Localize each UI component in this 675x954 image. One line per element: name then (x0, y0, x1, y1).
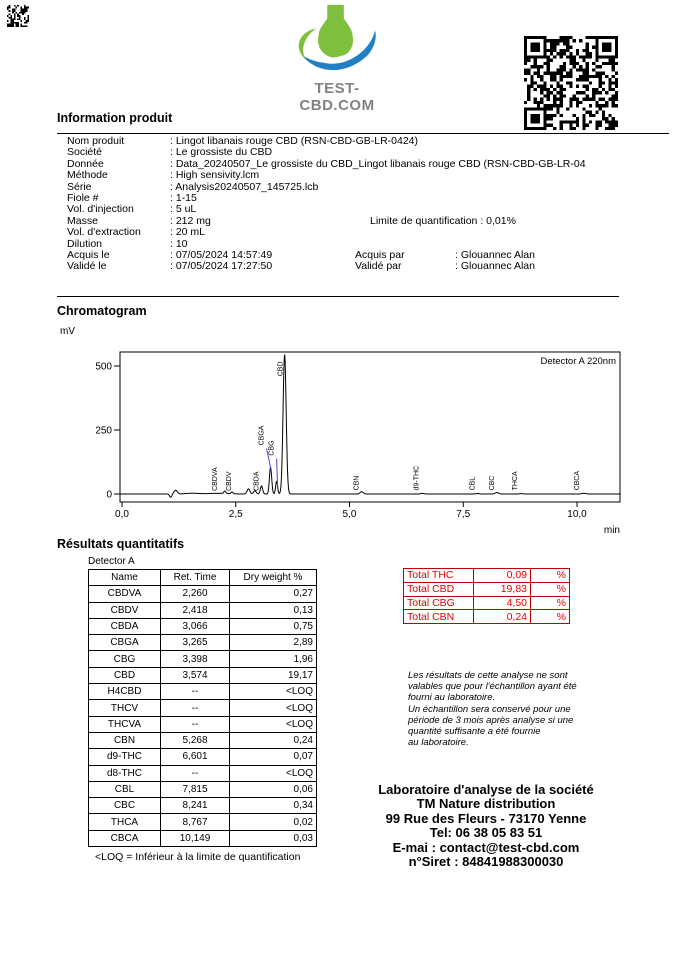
valide-par-label: Validé par (355, 260, 402, 273)
table-row: CBDA 3,066 0,75 (89, 618, 317, 634)
section-title-results: Résultats quantitatifs (57, 537, 185, 551)
svg-text:2,5: 2,5 (228, 509, 243, 520)
info-row: Validé le : 07/05/2024 17:27:50 Validé par : Glouannec Alan (67, 260, 535, 273)
info-row: Masse : 212 mg Limite de quantification : 0,01% (67, 214, 516, 227)
table-header-row (89, 570, 317, 586)
results-table (88, 569, 317, 847)
loq-limit: Limite de quantification : 0,01% (370, 214, 516, 227)
svg-text:500: 500 (95, 361, 112, 373)
info-row: Acquis le : 07/05/2024 14:57:49 Acquis par : Glouannec Alan (67, 248, 535, 261)
table-row: Total CBG 4,50 % (404, 596, 570, 610)
table-row: d8-THC -- <LOQ (89, 765, 317, 781)
svg-text:min: min (603, 525, 620, 536)
lab-street: 99 Rue des Fleurs - 73170 Yenne (385, 810, 587, 826)
totals-table (403, 568, 570, 624)
svg-text:10,0: 10,0 (567, 509, 587, 520)
info-row: Méthode : High sensivity.lcm (67, 169, 260, 182)
svg-text:CBCA: CBCA (573, 470, 581, 491)
table-row: CBC 8,241 0,34 (89, 798, 317, 814)
disclaimer: Les résultats de cette analyse ne sont valables que pour l'échantillon ayant été fourni au laboratoire. Un échantillon sera conservé pour une période de 3 mois après analyse si une quantité suffisante a été fournie au laboratoire. (408, 670, 577, 749)
acquis-par-label: Acquis par (355, 248, 405, 261)
mini-qr-code (7, 5, 29, 27)
qr-code (524, 36, 618, 130)
table-row: Total THC 0,09 % (404, 569, 570, 583)
table-row: d9-THC 6,601 0,07 (89, 749, 317, 765)
svg-text:CBD: CBD (277, 361, 285, 377)
table-row: CBDVA 2,260 0,27 (89, 586, 317, 602)
detector-label: Detector A (88, 556, 135, 567)
loq-footnote: <LOQ = Inférieur à la limite de quantification (95, 851, 301, 863)
info-row: Société : Le grossiste du CBD (67, 146, 273, 159)
lab-company: TM Nature distribution (416, 796, 556, 812)
lab-name: Laboratoire d'analyse de la société (378, 782, 594, 797)
acquis-par-value: : Glouannec Alan (455, 248, 535, 261)
section-title-info: Information produit (57, 111, 173, 125)
svg-text:CBDA: CBDA (253, 471, 261, 491)
table-row: THCVA -- <LOQ (89, 716, 317, 732)
table-row: THCV -- <LOQ (89, 700, 317, 716)
lab-email: E-mai : contact@test-cbd.com (392, 839, 580, 855)
info-row: Donnée : Data_20240507_Le grossiste du CBD_Lingot libanais rouge CBD (RSN-CBD-GB-LR-04 (67, 157, 586, 170)
svg-text:Detector A 220nm: Detector A 220nm (540, 356, 616, 367)
table-row: CBDV 2,418 0,13 (89, 602, 317, 618)
svg-text:CBDVA: CBDVA (211, 467, 219, 491)
svg-text:7,5: 7,5 (456, 509, 471, 520)
lab-phone: Tel: 06 38 05 83 51 (429, 825, 543, 841)
section-title-chromatogram: Chromatogram (57, 304, 147, 318)
svg-text:CBDV: CBDV (226, 471, 234, 491)
info-row: Dilution : 10 (67, 237, 188, 250)
svg-text:CBC: CBC (488, 475, 496, 491)
logo (277, 2, 397, 114)
y-axis-unit: mV (60, 326, 75, 337)
info-row: Nom produit : Lingot libanais rouge CBD (RSN-CBD-GB-LR-0424) (67, 135, 419, 147)
table-row: Total CBN 0,24 % (404, 610, 570, 624)
svg-text:0,0: 0,0 (115, 509, 129, 520)
divider (57, 133, 669, 134)
svg-text:THCA: THCA (511, 471, 519, 491)
column-header: Dry weight % (230, 570, 317, 586)
info-row: Série : Analysis20240507_145725.lcb (67, 180, 319, 193)
logo-text: TEST-CBD.COM (299, 80, 375, 114)
product-info (67, 136, 667, 273)
svg-text:0: 0 (106, 489, 112, 501)
svg-text:d9-THC: d9-THC (413, 465, 421, 491)
info-row: Vol. d'injection : 5 uL (67, 203, 197, 216)
table-row: Total CBD 19,83 % (404, 582, 570, 596)
info-row: Fiole # : 1-15 (67, 191, 197, 204)
svg-text:CBN: CBN (353, 475, 361, 491)
column-header: Name (89, 570, 161, 586)
flask-icon (287, 2, 387, 80)
svg-text:CBGA: CBGA (258, 425, 266, 446)
table-row: CBL 7,815 0,06 (89, 781, 317, 797)
table-row: CBG 3,398 1,96 (89, 651, 317, 667)
svg-text:CBL: CBL (469, 476, 477, 491)
table-row: H4CBD -- <LOQ (89, 684, 317, 700)
svg-text:CBG: CBG (268, 440, 276, 456)
svg-text:5,0: 5,0 (342, 509, 357, 520)
column-header: Ret. Time (161, 570, 230, 586)
table-row: CBGA 3,265 2,89 (89, 635, 317, 651)
valide-par-value: : Glouannec Alan (455, 260, 535, 273)
table-row: CBCA 10,149 0,03 (89, 830, 317, 846)
table-row: THCA 8,767 0,02 (89, 814, 317, 830)
lab-address-block (346, 783, 626, 869)
chromatogram-svg (57, 340, 667, 540)
lab-siret: n°Siret : 84841988300030 (408, 854, 564, 870)
table-row: CBN 5,268 0,24 (89, 732, 317, 748)
divider (57, 296, 619, 297)
info-row: Vol. d'extraction : 20 mL (67, 226, 206, 239)
table-row: CBD 3,574 19,17 (89, 667, 317, 683)
svg-text:250: 250 (95, 425, 112, 437)
